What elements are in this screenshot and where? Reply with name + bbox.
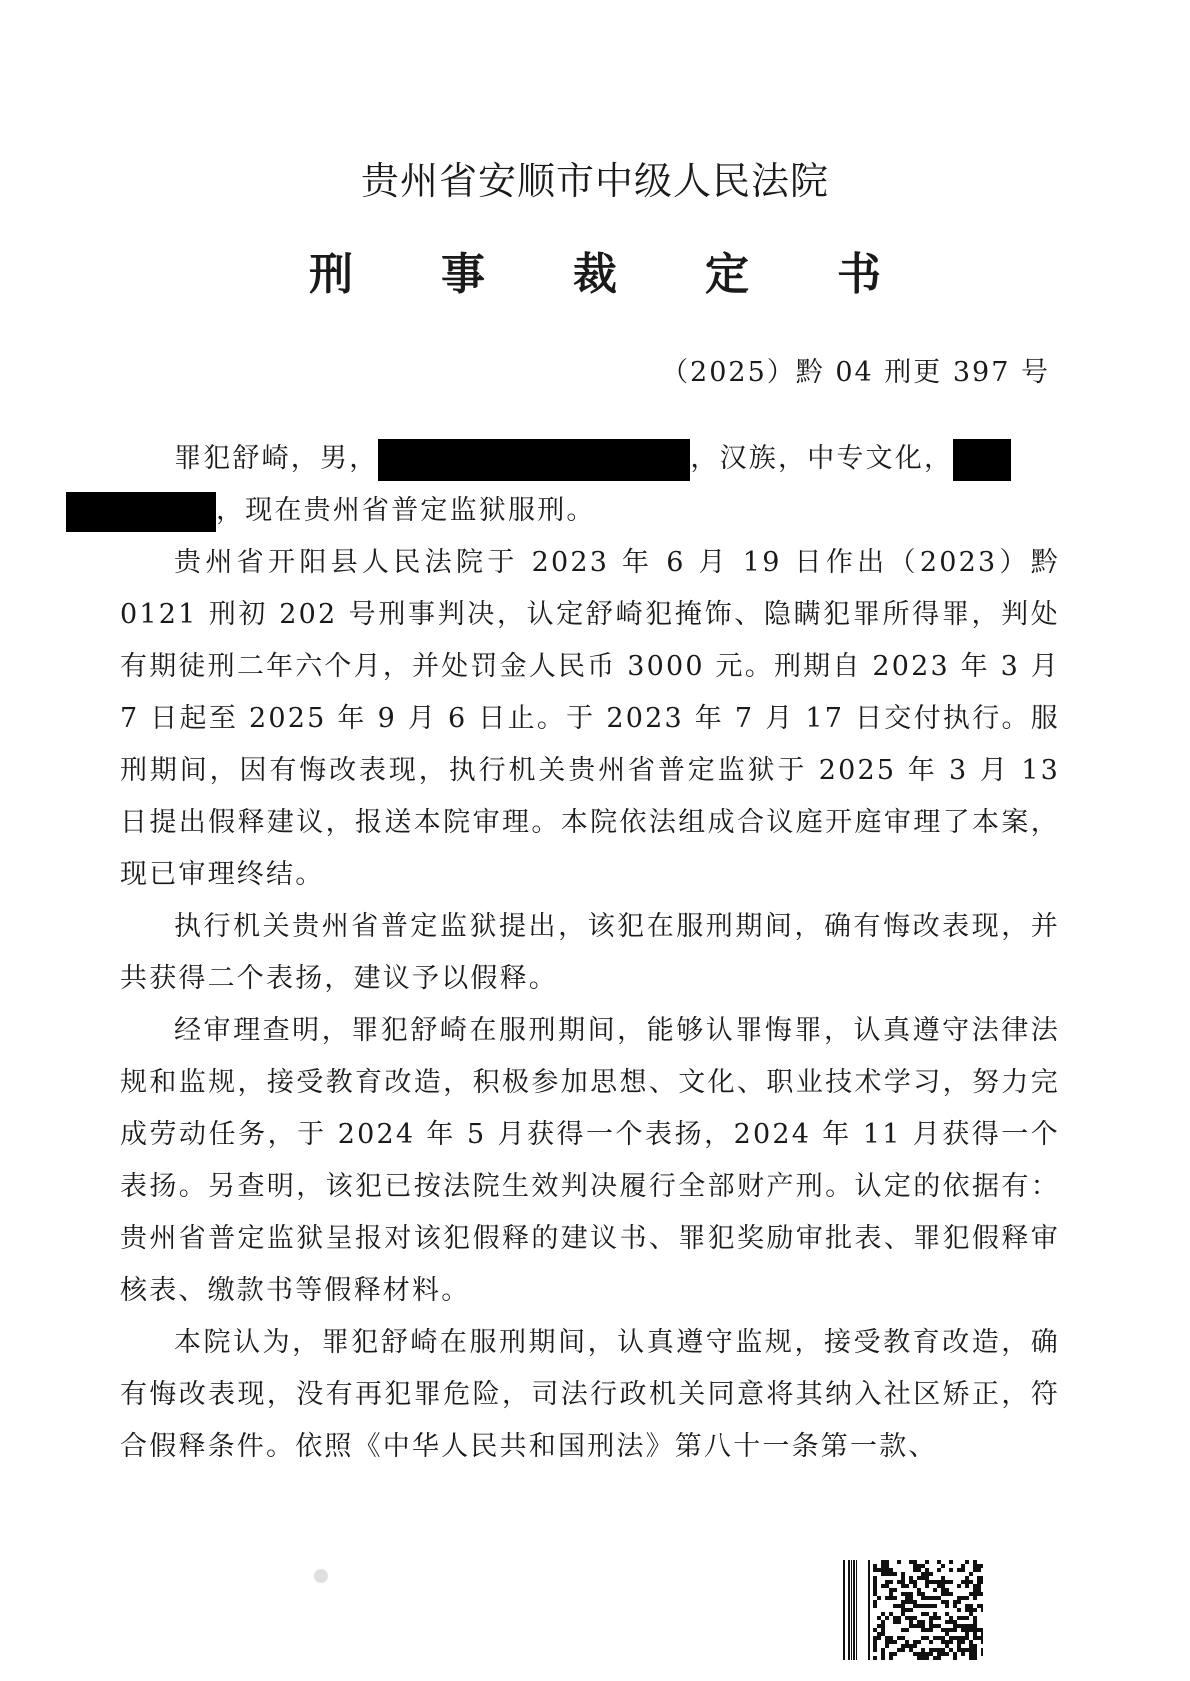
scan-smudge — [312, 1566, 330, 1586]
defendant-intro: 罪犯舒崎，男， — [174, 443, 379, 474]
barcode-image — [843, 1560, 983, 1660]
paragraph-parole-proposal: 执行机关贵州省普定监狱提出，该犯在服刑期间，确有悔改表现，并共获得二个表扬，建议予以假释。 — [120, 911, 1060, 994]
redaction-block — [953, 439, 1011, 481]
redaction-block — [66, 492, 216, 532]
paragraph-original-judgment: 贵州省开阳县人民法院于 2023 年 6 月 19 日作出（2023）黔 0121 刑初 202 号刑事判决，认定舒崎犯掩饰、隐瞒犯罪所得罪，判处有期徒刑二年六个月，并处罚金人民币 3000 元。刑期自 2023 年 3 月 7 日起至 2025 年 9 月 6 日止。于 2023 年 7 月 17 日交付执行。服刑期间，因有悔改表现，执行机关贵州省普定监狱于 2025 年 3 月 13 日提出假释建议，报送本院审理。本院依法组成合议庭开庭审理了本案，现已审理终结。 — [120, 547, 1060, 890]
redaction-block — [378, 439, 690, 481]
paragraph-findings: 经审理查明，罪犯舒崎在服刑期间，能够认罪悔罪，认真遵守法律法规和监规，接受教育改造，积极参加思想、文化、职业技术学习，努力完成劳动任务，于 2024 年 5 月获得一个表扬，2024 年 11 月获得一个表扬。另查明，该犯已按法院生效判决履行全部财产刑。认定的依据有：贵州省普定监狱呈报对该犯假释的建议书、罪犯奖励审批表、罪犯假释审核表、缴款书等假释材料。 — [120, 1015, 1060, 1306]
paragraph-court-opinion: 本院认为，罪犯舒崎在服刑期间，认真遵守监规，接受教育改造，确有悔改表现，没有再犯罪危险，司法行政机关同意将其纳入社区矫正，符合假释条件。依照《中华人民共和国刑法》第八十一条第一款、 — [120, 1327, 1060, 1462]
paragraph-defendant-info — [120, 433, 1060, 537]
document-body — [120, 433, 1060, 1473]
defendant-ethnicity-education: ，汉族，中专文化， — [690, 443, 954, 474]
document-type-title: 刑事裁定书 — [309, 249, 969, 300]
case-number: （2025）黔 04 刑更 397 号 — [661, 357, 1050, 388]
court-name: 贵州省安顺市中级人民法院 — [360, 159, 829, 203]
defendant-prison: ，现在贵州省普定监狱服刑。 — [216, 495, 596, 526]
